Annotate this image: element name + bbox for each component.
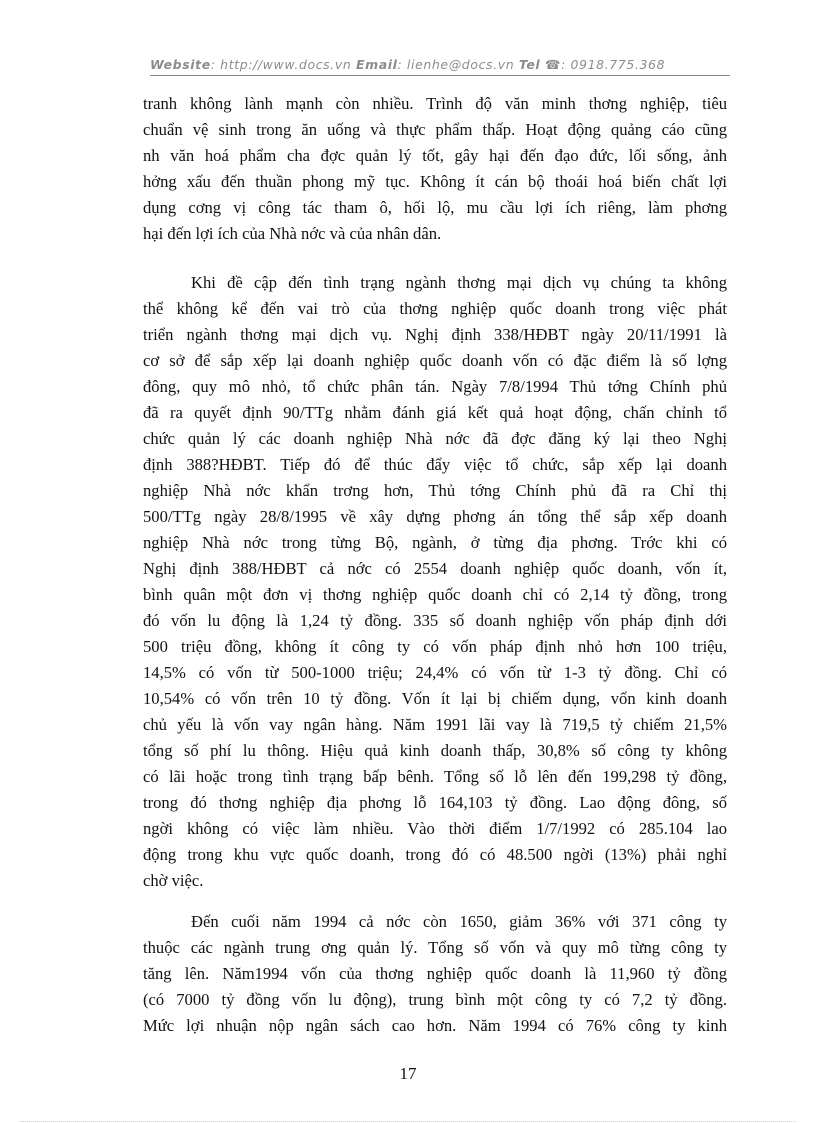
paragraph-line: bình quân một đơn vị thơng nghiệp quốc doanh chỉ có 2,14 tỷ đồng, trong [143,585,727,604]
paragraph-line: chủ yếu là vốn vay ngân hàng. Năm 1991 lãi vay là 719,5 tỷ chiếm 21,5% [143,715,727,734]
paragraph-line: chuẩn vệ sinh trong ăn uống và thực phẩm thấp. Hoạt động quảng cáo cũng [143,120,727,139]
paragraph-line: thể không kể đến vai trò của thơng nghiệp quốc doanh trong việc phát [143,299,727,318]
paragraph-line: động trong khu vực quốc doanh, trong đó có 48.500 ngời (13%) phải nghỉ [143,845,727,864]
paragraph-line: 500 triệu đồng, không ít công ty có vốn pháp định nhỏ hơn 100 triệu, [143,637,727,656]
paragraph-line: nghiệp Nhà nớc trong từng Bộ, ngành, ở từng địa phơng. Trớc khi có [143,533,727,552]
website-value: : http://www.docs.vn [210,57,352,72]
paragraph-line: 500/TTg ngày 28/8/1995 về xây dựng phơng án tổng thể sắp xếp doanh [143,507,727,526]
paragraph-2 [143,270,727,894]
tel-value: ☎: 0918.775.368 [544,57,666,72]
document-header [150,57,730,72]
paragraph-line: thuộc các ngành trung ơng quản lý. Tổng số vốn và quy mô từng công ty [143,938,727,957]
paragraph-line: triển ngành thơng mại dịch vụ. Nghị định 338/HĐBT ngày 20/11/1991 là [143,325,727,344]
paragraph-line: nghiệp Nhà nớc khẩn trơng hơn, Thủ tớng Chính phủ đã ra Chỉ thị [143,481,727,500]
website-label: Website [150,57,211,72]
paragraph-line: chờ việc. [143,871,204,890]
paragraph-line: hại đến lợi ích của Nhà nớc và của nhân dân. [143,224,442,243]
paragraph-line: nh văn hoá phẩm cha đợc quản lý tốt, gây hại đến đạo đức, lối sống, ảnh [143,146,727,165]
footer-divider [20,1121,796,1122]
paragraph-line: Mức lợi nhuận nộp ngân sách cao hơn. Năm 1994 có 76% công ty kinh [143,1016,727,1035]
paragraph-line: (có 7000 tỷ đồng vốn lu động), trung bình một công ty có 7,2 tỷ đồng. [143,990,727,1009]
paragraph-line: có lãi hoặc trong tình trạng bấp bênh. Tổng số lỗ lên đến 199,298 tỷ đồng, [143,767,727,786]
paragraph-line: 14,5% có vốn từ 500-1000 triệu; 24,4% có vốn từ 1-3 tỷ đồng. Chỉ có [143,663,727,682]
paragraph-line: trong đó thơng nghiệp địa phơng lỗ 164,103 tỷ đồng. Lao động đông, số [143,793,727,812]
paragraph-line: tăng lên. Năm1994 vốn của thơng nghiệp quốc doanh là 11,960 tỷ đồng [143,964,727,983]
paragraph-line: Đến cuối năm 1994 cả nớc còn 1650, giảm 36% với 371 công ty [191,912,727,931]
paragraph-1 [143,91,727,247]
paragraph-line: chức quản lý các doanh nghiệp Nhà nớc đã đợc đăng ký lại theo Nghị [143,429,727,448]
paragraph-line: tranh không lành mạnh còn nhiều. Trình độ văn minh thơng nghiệp, tiêu [143,94,727,113]
paragraph-line: Khi đề cập đến tình trạng ngành thơng mại dịch vụ chúng ta không [191,273,727,292]
page-number: 17 [399,1064,417,1083]
paragraph-line: cơ sở để sắp xếp lại doanh nghiệp quốc doanh vốn có đặc điểm là số lợng [143,351,727,370]
paragraph-line: ngời không có việc làm nhiều. Vào thời điểm 1/7/1992 có 285.104 lao [143,819,727,838]
email-label: Email [355,57,398,72]
header-divider [150,75,730,76]
paragraph-3 [143,909,727,1039]
paragraph-line: đông, quy mô nhỏ, tổ chức phân tán. Ngày 7/8/1994 Thủ tớng Chính phủ [143,377,727,396]
paragraph-line: 10,54% có vốn trên 10 tỷ đồng. Vốn ít lại bị chiếm dụng, vốn kinh doanh [143,689,727,708]
paragraph-line: đã ra quyết định 90/TTg nhằm đánh giá kết quả hoạt động, chấn chỉnh tổ [143,403,727,422]
paragraph-line: tổng số phí lu thông. Hiệu quả kinh doanh thấp, 30,8% số công ty không [143,741,727,760]
tel-label: Tel [518,57,541,72]
paragraph-line: Nghị định 388/HĐBT cả nớc có 2554 doanh nghiệp quốc doanh, vốn ít, [143,559,727,578]
paragraph-line: dụng cơng vị công tác tham ô, hối lộ, mu cầu lợi ích riêng, làm phơng [143,198,727,217]
paragraph-line: định 388?HĐBT. Tiếp đó để thúc đẩy việc tổ chức, sắp xếp lại doanh [143,455,727,474]
paragraph-line: đó vốn lu động là 1,24 tỷ đồng. 335 số doanh nghiệp vốn pháp định dới [143,611,727,630]
email-value: : lienhe@docs.vn [397,57,515,72]
paragraph-line: hởng xấu đến thuần phong mỹ tục. Không ít cán bộ thoái hoá biến chất lợi [143,172,727,191]
